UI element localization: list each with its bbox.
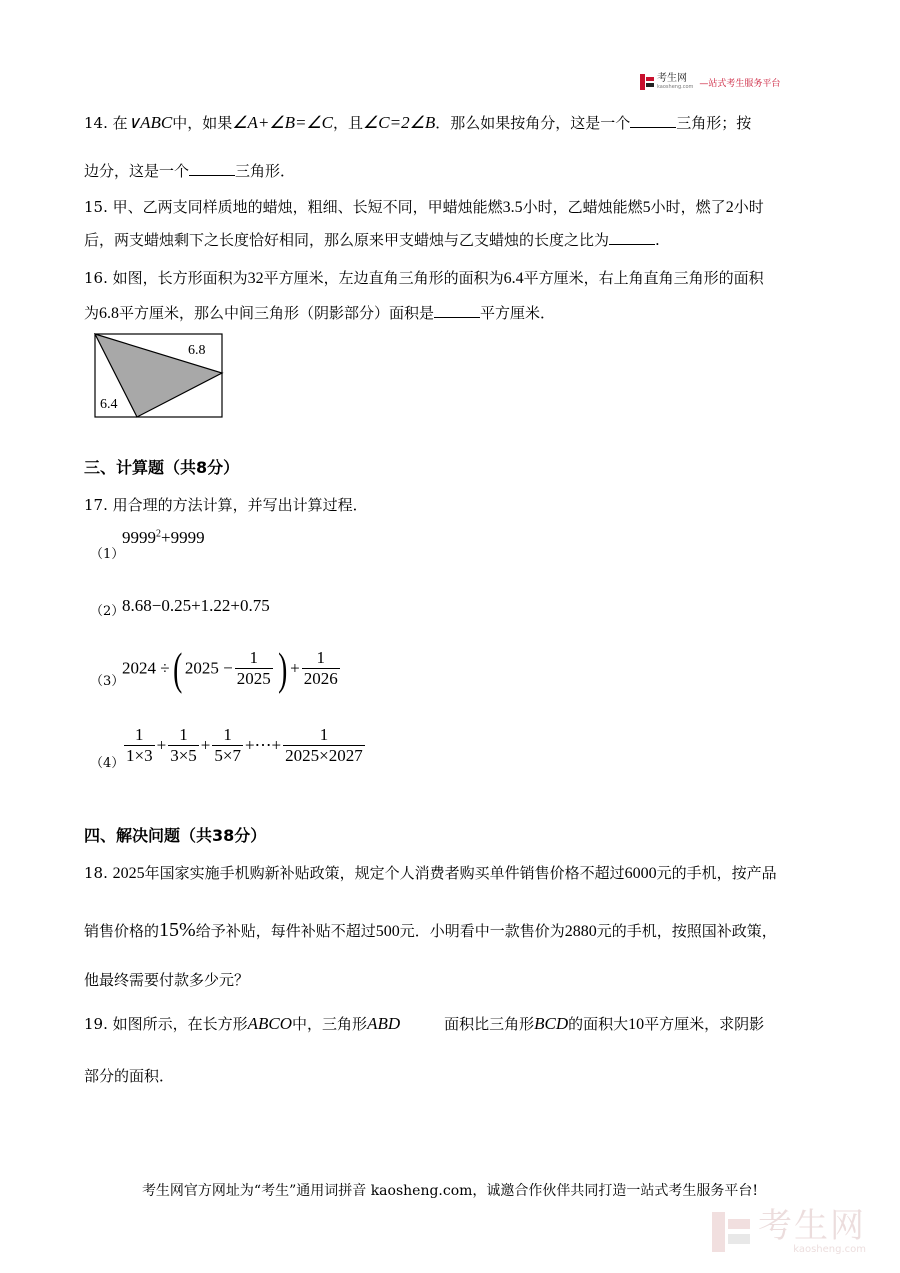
question-15-line2 [84,230,660,250]
question-number: 19. [84,1015,108,1033]
math-triangle: ABD [367,1014,401,1033]
number: 6.4 [503,270,524,287]
question-18 [84,863,777,884]
footer-text: 考生网官方网址为“考生”通用词拼音 kaosheng.com，诚邀合作伙伴共同打造一站式考生服务平台! [141,1183,759,1199]
text: 边分，这是一个 [84,162,190,180]
fraction [283,725,365,766]
math-base: 9999 [122,528,156,547]
text: 小时，乙蜡烛能燃 [522,198,643,216]
question-number: 17. [84,496,108,514]
text: ．那么如果按角分，这是一个 [435,114,631,132]
numerator: 1 [223,725,232,744]
part-1-expression [122,528,205,548]
brand-slogan: —站式考生服务平台 [699,78,781,89]
text: . [655,231,660,249]
text: 小时 [733,198,764,216]
section-title: 三、计算题（共 [84,458,197,477]
math-exponent: 2 [156,528,161,540]
math-rest: +9999 [161,528,205,547]
text: 元的手机，按产品 [656,864,777,882]
figure-label-left: 6.4 [100,397,118,412]
text: 销售价格的 [84,922,160,940]
numerator: 1 [179,725,188,744]
text: 部分的面积． [84,1067,175,1085]
rectangle-triangle-figure [94,333,224,419]
question-number: 15. [84,198,108,216]
text: 平方厘米． [480,304,556,322]
number: 2880 [564,923,597,940]
answer-blank[interactable] [609,230,655,245]
watermark-brand: 考生网 [758,1206,866,1246]
question-14 [84,113,751,133]
percent-value: 15% [159,919,196,941]
denominator: 2025 [236,669,271,688]
denominator: 2025×2027 [285,746,363,765]
math-operator: + [290,658,300,678]
math-text: 2024 ÷ [122,658,170,678]
part-1-label: （1） [90,547,125,562]
part-4-expression [122,725,367,766]
text: 甲、乙两支同样质地的蜡烛，粗细、长短不同，甲蜡烛能燃 [112,198,503,216]
question-16 [84,268,764,289]
fraction [212,725,243,766]
section-title: 四、解决问题（共 [84,826,213,845]
question-15 [84,197,764,218]
section-3-heading [84,455,239,478]
number: 6000 [624,865,657,882]
number: 2025 [112,865,145,882]
fraction [235,648,273,689]
text: 为 [84,304,100,322]
math-ellipsis: +⋯+ [244,735,282,755]
math-rectangle: ABCO [247,1014,293,1033]
watermark-domain: kaosheng.com [793,1244,866,1255]
text: 的面积大 [568,1015,629,1033]
question-19-line2 [84,1066,174,1086]
numerator: 1 [316,648,325,667]
part-3-label: （3） [90,674,125,689]
part-2-expression: 8.68−0.25+1.22+0.75 [122,596,270,615]
text: 平方厘米，左边直角三角形的面积为 [263,269,504,287]
text: 如图所示，在长方形 [112,1015,248,1033]
denominator: 5×7 [214,746,241,765]
text: 三角形． [235,162,296,180]
question-19 [84,1014,764,1035]
brand-domain: kaosheng.com [657,84,694,90]
figure-label-top: 6.8 [188,343,206,358]
answer-blank[interactable] [434,303,480,318]
number: 10 [628,1016,645,1033]
text: 在 [112,114,128,132]
watermark-logo-icon [712,1212,752,1252]
numerator: 1 [319,725,329,744]
math-operator: + [156,735,167,755]
number: 6.8 [99,305,120,322]
text: 如图，长方形面积为 [112,269,248,287]
text: 元．小明看中一款售价为 [399,922,565,940]
math-text: 2025 − [184,658,233,678]
text: 面积比三角形 [444,1015,535,1033]
question-18-line2 [84,920,777,942]
question-16-line2 [84,303,555,324]
denominator: 2026 [303,669,338,688]
right-paren-icon: ) [277,643,288,694]
number: 5 [642,199,651,216]
text: 后，两支蜡烛剩下之长度恰好相同，那么原来甲支蜡烛与乙支蜡烛的长度之比为 [84,231,610,249]
text: 中，三角形 [292,1015,368,1033]
fraction [168,725,199,766]
text: 平方厘米，右上角直角三角形的面积 [523,269,764,287]
math-equation: ∠C=2∠B [363,113,436,132]
question-number: 16. [84,269,108,287]
text: 用合理的方法计算，并写出计算过程． [112,496,368,514]
math-operator: + [200,735,211,755]
answer-blank[interactable] [189,161,235,176]
brand-name: 考生网 [657,73,687,84]
denominator: 1×3 [126,746,153,765]
section-title-tail: 分） [207,458,240,477]
question-number: 14. [84,114,108,132]
text: 小时，燃了 [650,198,726,216]
text: 他最终需要付款多少元？ [84,971,250,989]
question-14-line2 [84,161,295,181]
math-triangle: ∨ABC [127,113,173,132]
fraction [302,648,340,689]
section-points: 38 [212,826,235,845]
numerator: 1 [135,725,144,744]
number: 3.5 [502,199,523,216]
text: 给予补贴，每件补贴不超过 [195,922,376,940]
fraction [124,725,155,766]
section-points: 8 [196,458,208,477]
question-number: 18. [84,864,108,882]
text: 平方厘米，求阴影 [644,1015,765,1033]
text: 元的手机，按照国补政策， [596,922,777,940]
part-4-label: （4） [90,756,125,771]
header-logo [640,74,780,90]
question-18-line3 [84,970,249,990]
brand-logo-icon [640,74,654,90]
math-equation: ∠A+∠B=∠C [232,113,334,132]
number: 500 [375,923,400,940]
denominator: 3×5 [170,746,197,765]
question-17 [84,495,368,515]
text: 三角形；按 [676,114,752,132]
left-paren-icon: ( [172,643,182,694]
part-3-expression [122,642,342,695]
section-title-tail: 分） [234,826,267,845]
math-triangle: BCD [534,1014,569,1033]
text: 年国家实施手机购新补贴政策，规定个人消费者购买单件销售价格不超过 [144,864,625,882]
part-2-label: （2） [90,604,125,619]
numerator: 1 [249,648,259,667]
text: ，且 [333,114,364,132]
section-4-heading [84,823,266,846]
answer-blank[interactable] [630,113,676,128]
text: 中，如果 [172,114,233,132]
watermark [712,1208,866,1255]
number: 32 [247,270,264,287]
number: 2 [725,199,734,216]
text: 平方厘米，那么中间三角形（阴影部分）面积是 [119,304,435,322]
